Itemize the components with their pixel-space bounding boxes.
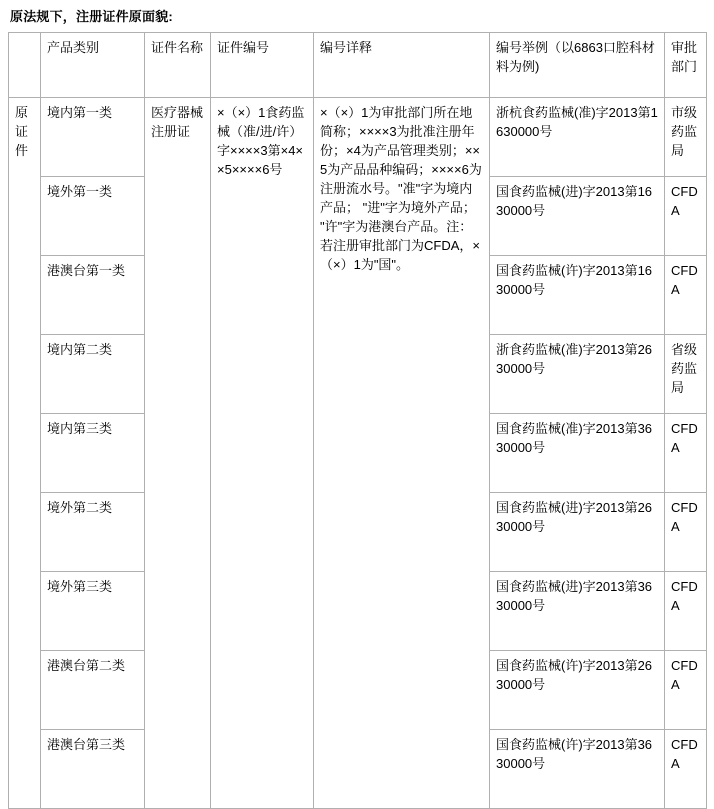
- category-cell: 境外第二类: [41, 493, 145, 572]
- category-cell: 境内第二类: [41, 335, 145, 414]
- department-cell: CFDA: [665, 572, 707, 651]
- department-cell: CFDA: [665, 730, 707, 809]
- header-corner: [9, 33, 41, 98]
- table-header-row: [9, 33, 707, 98]
- department-cell: CFDA: [665, 177, 707, 256]
- example-cell: 国食药监械(准)字2013第3630000号: [490, 414, 665, 493]
- header-number-example: 编号举例（以6863口腔科材料为例): [490, 33, 665, 98]
- header-product-category: 产品类别: [41, 33, 145, 98]
- example-cell: 国食药监械(许)字2013第2630000号: [490, 651, 665, 730]
- table-row: [9, 98, 707, 177]
- example-cell: 国食药监械(许)字2013第1630000号: [490, 256, 665, 335]
- category-cell: 港澳台第三类: [41, 730, 145, 809]
- example-cell: 浙食药监械(准)字2013第2630000号: [490, 335, 665, 414]
- category-cell: 境外第一类: [41, 177, 145, 256]
- header-number-detail: 编号详释: [314, 33, 490, 98]
- header-approval-department: 审批部门: [665, 33, 707, 98]
- example-cell: 国食药监械(进)字2013第2630000号: [490, 493, 665, 572]
- header-certificate-number: 证件编号: [211, 33, 314, 98]
- category-cell: 港澳台第二类: [41, 651, 145, 730]
- department-cell: CFDA: [665, 493, 707, 572]
- example-cell: 浙杭食药监械(准)字2013第1630000号: [490, 98, 665, 177]
- registration-certificate-table: [8, 32, 707, 809]
- example-cell: 国食药监械(许)字2013第3630000号: [490, 730, 665, 809]
- category-cell: 境内第三类: [41, 414, 145, 493]
- example-cell: 国食药监械(进)字2013第3630000号: [490, 572, 665, 651]
- department-cell: CFDA: [665, 256, 707, 335]
- example-cell: 国食药监械(进)字2013第1630000号: [490, 177, 665, 256]
- category-cell: 港澳台第一类: [41, 256, 145, 335]
- row-header-original-certificate: 原证件: [9, 98, 41, 809]
- category-cell: 境内第一类: [41, 98, 145, 177]
- category-cell: 境外第三类: [41, 572, 145, 651]
- header-certificate-name: 证件名称: [145, 33, 211, 98]
- department-cell: CFDA: [665, 414, 707, 493]
- certificate-number-cell: ×（×）1食药监械（准/进/许）字××××3第×4××5××××6号: [211, 98, 314, 809]
- department-cell: CFDA: [665, 651, 707, 730]
- certificate-name-cell: 医疗器械注册证: [145, 98, 211, 809]
- page-title: 原法规下，注册证件原面貌:: [10, 9, 173, 24]
- department-cell: 市级药监局: [665, 98, 707, 177]
- number-detail-cell: ×（×）1为审批部门所在地简称；××××3为批准注册年份；×4为产品管理类别；××5为产品品种编码；××××6为注册流水号。"准"字为境内产品； "进"字为境外产品； "许"字为港澳台产品。注：若注册审批部门为CFDA，×（×）1为"国"。: [314, 98, 490, 809]
- department-cell: 省级药监局: [665, 335, 707, 414]
